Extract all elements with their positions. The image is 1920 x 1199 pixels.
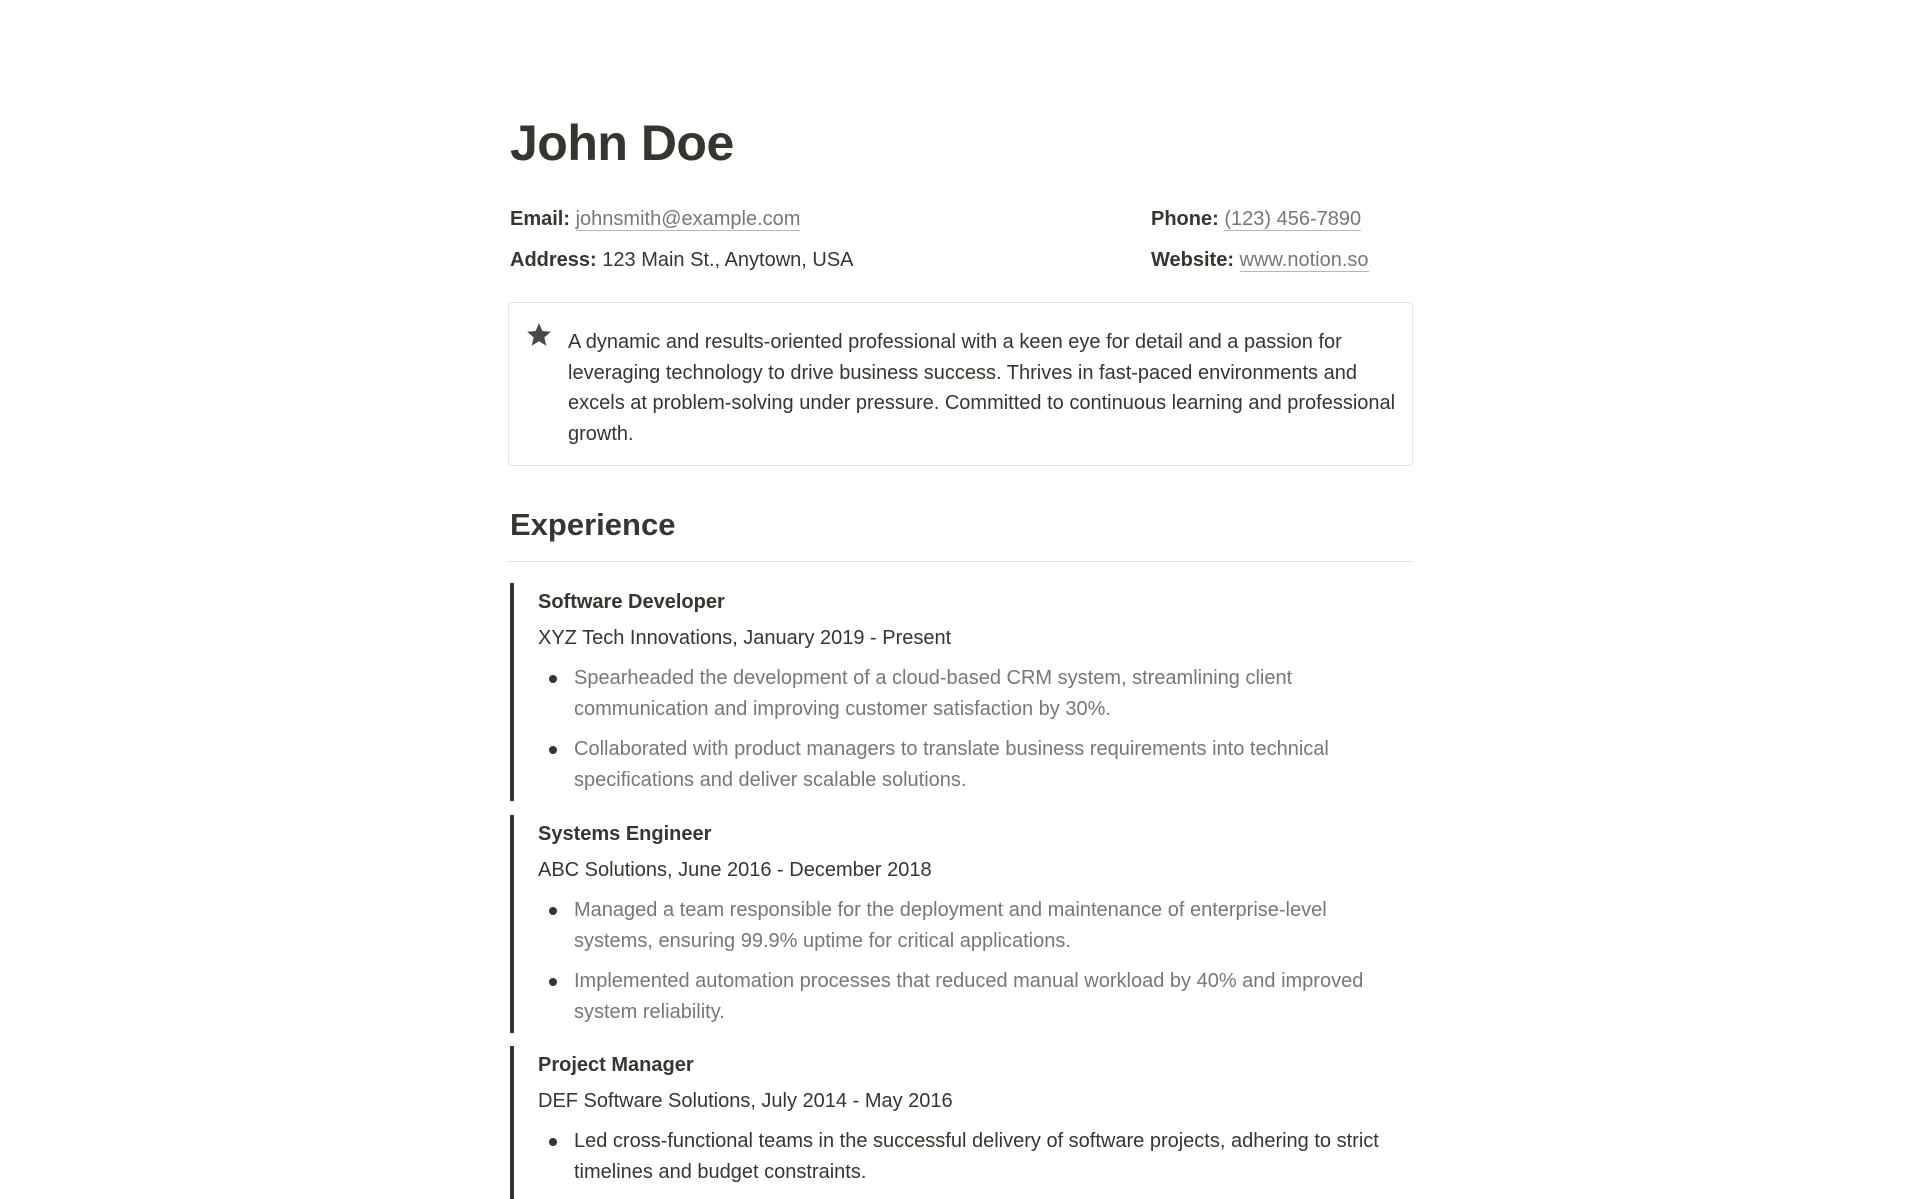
address-label: Address: xyxy=(510,249,597,271)
section-divider xyxy=(508,561,1413,562)
address-value: 123 Main St., Anytown, USA xyxy=(602,249,854,271)
bullet-dot xyxy=(549,746,557,754)
list-item xyxy=(538,1126,1390,1187)
job-company: XYZ Tech Innovations, January 2019 - Present xyxy=(538,627,952,649)
website-entry xyxy=(1151,247,1369,273)
website-label: Website: xyxy=(1151,249,1234,271)
phone-link[interactable]: (123) 456-7890 xyxy=(1224,208,1362,230)
address-entry xyxy=(510,247,854,273)
bullet-dot xyxy=(549,675,557,683)
summary-text: A dynamic and results-oriented professional with a keen eye for detail and a passion for leveraging technology to drive business success. Thrives in fast-paced environments and excels at problem-solving under pressure. Committed to continuous learning and professional growth. xyxy=(568,331,1396,445)
contact-row xyxy=(510,247,1415,273)
list-item xyxy=(538,966,1390,1027)
list-item xyxy=(538,734,1390,795)
bullet-dot xyxy=(549,907,557,915)
phone-label: Phone: xyxy=(1151,208,1219,230)
email-label: Email: xyxy=(510,208,571,230)
website-link[interactable]: www.notion.so xyxy=(1239,249,1369,271)
list-item xyxy=(538,663,1390,724)
list-item xyxy=(538,895,1390,956)
bullet-text: Collaborated with product managers to translate business requirements into technical specifications and deliver scalable solutions. xyxy=(574,738,1329,791)
job-company: ABC Solutions, June 2016 - December 2018 xyxy=(538,859,932,881)
job-title: Software Developer xyxy=(538,591,725,613)
bullet-text: Managed a team responsible for the deployment and maintenance of enterprise-level systems, ensuring 99.9% uptime for critical applications. xyxy=(574,899,1327,952)
job-bullet-list xyxy=(538,1126,1390,1187)
job-entry xyxy=(510,815,1390,1033)
bullet-dot xyxy=(549,978,557,986)
summary-callout xyxy=(508,302,1413,466)
contact-row xyxy=(510,206,1415,232)
star-icon xyxy=(525,321,553,349)
job-title: Project Manager xyxy=(538,1054,694,1076)
page-title: John Doe xyxy=(510,115,734,171)
phone-entry xyxy=(1151,206,1361,232)
job-entry xyxy=(510,583,1390,801)
job-bullet-list xyxy=(538,895,1390,1027)
job-title: Systems Engineer xyxy=(538,823,712,845)
job-entry xyxy=(510,1046,1390,1199)
email-link[interactable]: johnsmith@example.com xyxy=(575,208,801,230)
bullet-text: Implemented automation processes that reduced manual workload by 40% and improved system reliability. xyxy=(574,970,1364,1023)
job-bullet-list xyxy=(538,663,1390,795)
job-company: DEF Software Solutions, July 2014 - May 2016 xyxy=(538,1090,953,1112)
bullet-text: Spearheaded the development of a cloud-based CRM system, streamlining client communication and improving customer satisfaction by 30%. xyxy=(574,667,1293,720)
bullet-dot xyxy=(549,1138,557,1146)
experience-heading: Experience xyxy=(510,507,676,542)
email-entry xyxy=(510,206,800,232)
bullet-text: Led cross-functional teams in the successful delivery of software projects, adhering to strict timelines and budget constraints. xyxy=(574,1130,1379,1183)
